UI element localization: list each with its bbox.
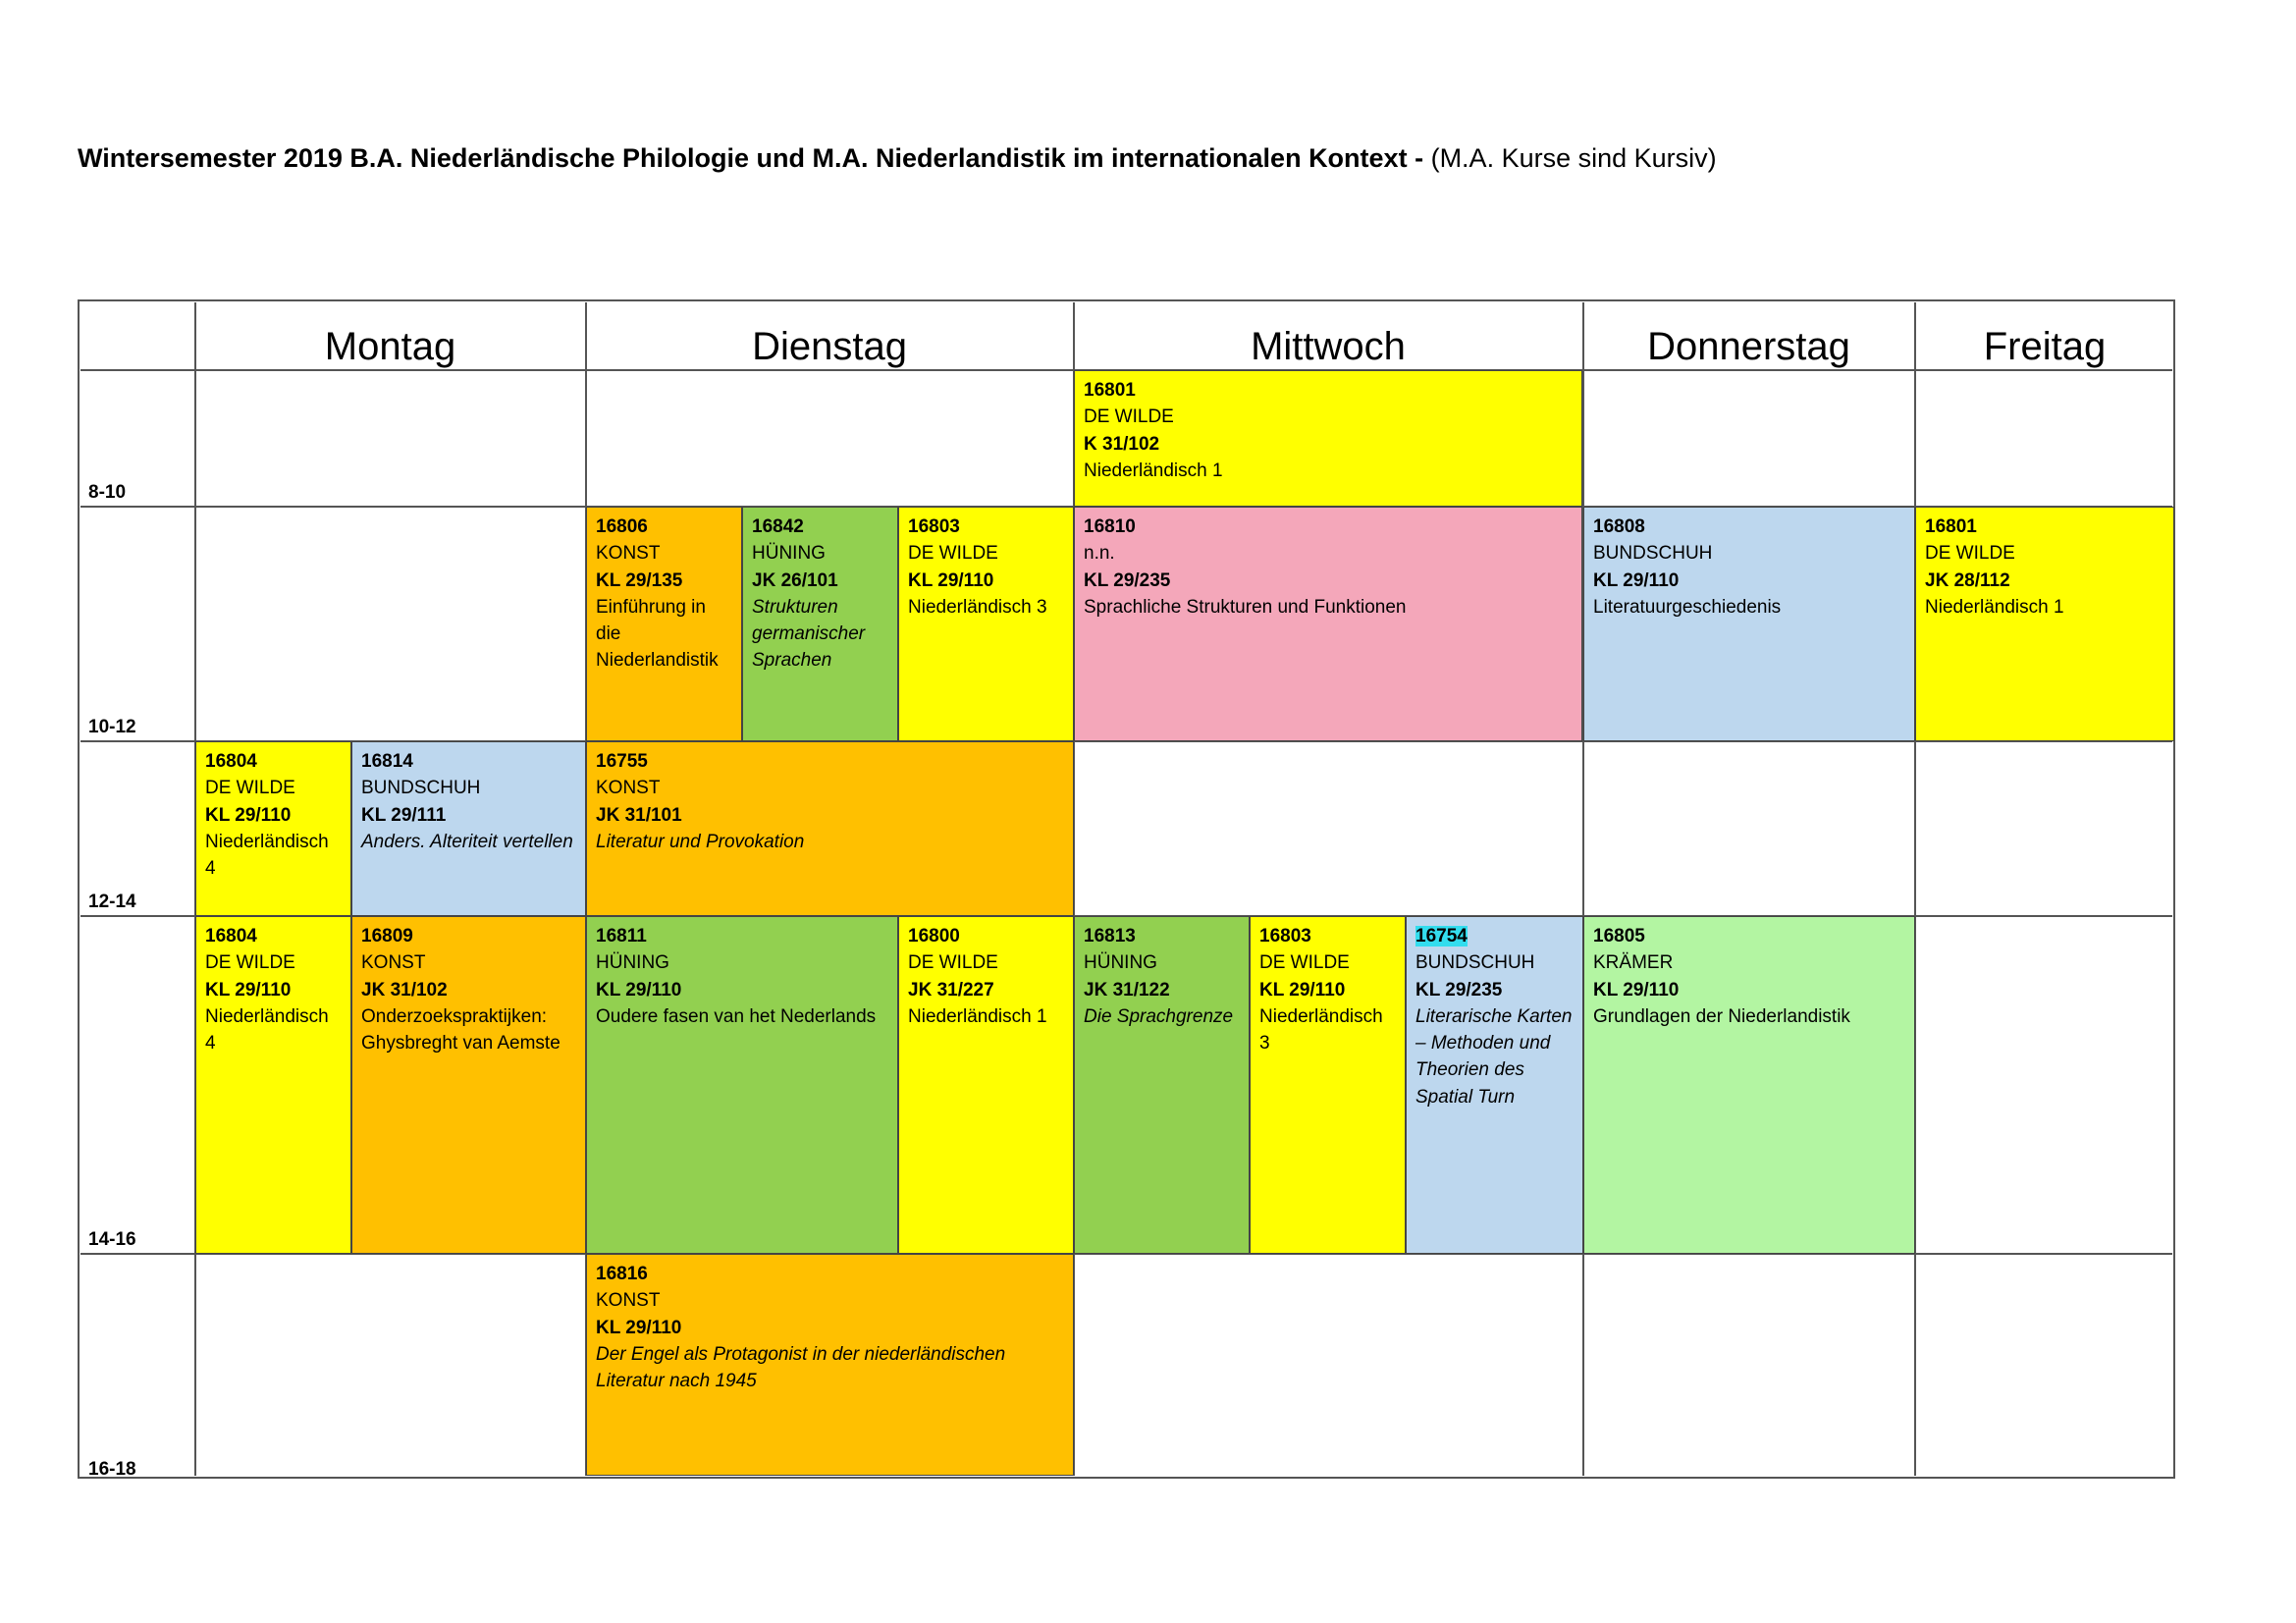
course-title: Niederländisch 1 xyxy=(1925,596,2064,618)
course-number: 16803 xyxy=(1259,926,1311,947)
course-lecturer: DE WILDE xyxy=(205,778,295,799)
course-number: 16801 xyxy=(1925,516,1977,537)
time-slot-label: 8-10 xyxy=(88,482,127,503)
course-block xyxy=(1583,916,1915,1254)
course-room: KL 29/235 xyxy=(1084,569,1171,591)
course-number: 16755 xyxy=(596,751,648,772)
course-room: JK 31/102 xyxy=(361,979,448,1001)
course-room: JK 28/112 xyxy=(1925,569,2010,591)
course-room: KL 29/235 xyxy=(1415,979,1503,1001)
course-number: 16809 xyxy=(361,926,413,947)
course-number: 16801 xyxy=(1084,380,1136,401)
course-block xyxy=(898,916,1074,1254)
day-header-mittwoch: Mittwoch xyxy=(1251,325,1406,368)
course-room: KL 29/110 xyxy=(205,804,292,826)
title-main: Wintersemester 2019 B.A. Niederländische Philologie und M.A. Niederlandistik im internationalen Kontext - xyxy=(78,143,1424,173)
course-title: Niederländisch 4 xyxy=(205,1005,329,1055)
course-block xyxy=(586,741,1074,916)
course-room: KL 29/110 xyxy=(1593,569,1680,591)
course-room: KL 29/110 xyxy=(205,979,292,1001)
course-number: 16804 xyxy=(205,751,257,772)
course-number: 16754 xyxy=(1415,926,1468,947)
page-title xyxy=(78,143,1717,174)
course-title: Literatuurgeschiedenis xyxy=(1593,596,1782,618)
course-number: 16811 xyxy=(596,926,647,947)
course-block xyxy=(1074,507,1582,741)
day-header-dienstag: Dienstag xyxy=(752,325,907,368)
course-block xyxy=(1915,507,2174,741)
course-title: Grundlagen der Niederlandistik xyxy=(1593,1005,1850,1027)
course-block xyxy=(586,916,898,1254)
course-number: 16805 xyxy=(1593,926,1645,947)
course-room: KL 29/110 xyxy=(1593,979,1680,1001)
course-title: Sprachliche Strukturen und Funktionen xyxy=(1084,596,1407,618)
course-block xyxy=(195,916,351,1254)
course-lecturer: DE WILDE xyxy=(205,952,295,974)
course-title: Niederländisch 4 xyxy=(205,831,329,880)
course-block xyxy=(1074,370,1582,507)
day-header-freitag: Freitag xyxy=(1983,325,2107,368)
course-block xyxy=(1583,507,1915,741)
course-number: 16842 xyxy=(752,516,804,537)
course-title: Die Sprachgrenze xyxy=(1084,1005,1234,1027)
course-room: JK 31/227 xyxy=(908,979,994,1001)
course-title: Der Engel als Protagonist in der niederländischen Literatur nach 1945 xyxy=(596,1343,1006,1392)
course-lecturer: BUNDSCHUH xyxy=(361,778,481,799)
course-room: KL 29/110 xyxy=(596,979,682,1001)
grid-line xyxy=(1582,302,1584,1476)
course-number: 16803 xyxy=(908,516,960,537)
course-block xyxy=(898,507,1074,741)
course-lecturer: KRÄMER xyxy=(1593,952,1674,974)
course-block xyxy=(1250,916,1406,1254)
time-slot-label: 16-18 xyxy=(88,1459,136,1480)
course-room: KL 29/111 xyxy=(361,804,447,826)
course-number: 16813 xyxy=(1084,926,1136,947)
course-lecturer: DE WILDE xyxy=(908,952,998,974)
course-block xyxy=(586,1254,1074,1476)
course-title: Niederländisch 1 xyxy=(908,1005,1047,1027)
course-room: JK 31/122 xyxy=(1084,979,1170,1001)
course-number: 16806 xyxy=(596,516,648,537)
course-title: Einführung in die Niederlandistik xyxy=(596,596,719,672)
course-number: 16814 xyxy=(361,751,413,772)
course-room: KL 29/110 xyxy=(596,1317,682,1338)
course-room: JK 26/101 xyxy=(752,569,838,591)
course-lecturer: BUNDSCHUH xyxy=(1415,952,1535,974)
course-room: K 31/102 xyxy=(1084,433,1160,455)
course-number: 16804 xyxy=(205,926,257,947)
course-lecturer: KONST xyxy=(596,1290,661,1312)
course-title: Literarische Karten – Methoden und Theorien des Spatial Turn xyxy=(1415,1005,1573,1108)
course-title: Literatur und Provokation xyxy=(596,831,805,852)
course-block xyxy=(1406,916,1583,1254)
course-title: Oudere fasen van het Nederlands xyxy=(596,1005,877,1027)
course-title: Niederländisch 3 xyxy=(1259,1005,1383,1055)
course-lecturer: KONST xyxy=(361,952,426,974)
course-block xyxy=(351,916,586,1254)
course-lecturer: HÜNING xyxy=(752,543,826,565)
course-room: KL 29/135 xyxy=(596,569,683,591)
course-title: Strukturen germanischer Sprachen xyxy=(752,596,866,672)
course-block xyxy=(586,507,742,741)
course-room: JK 31/101 xyxy=(596,804,682,826)
course-lecturer: KONST xyxy=(596,778,661,799)
course-number: 16816 xyxy=(596,1264,648,1284)
course-title: Niederländisch 1 xyxy=(1084,460,1223,481)
course-title: Anders. Alteriteit vertellen xyxy=(361,831,573,852)
course-block xyxy=(742,507,898,741)
course-title: Niederländisch 3 xyxy=(908,596,1047,618)
course-block xyxy=(195,741,351,916)
course-lecturer: DE WILDE xyxy=(1084,406,1174,428)
time-slot-label: 14-16 xyxy=(88,1229,136,1250)
course-lecturer: BUNDSCHUH xyxy=(1593,543,1713,565)
course-lecturer: DE WILDE xyxy=(1925,543,2015,565)
day-header-donnerstag: Donnerstag xyxy=(1647,325,1850,368)
course-block xyxy=(1074,916,1250,1254)
course-lecturer: DE WILDE xyxy=(1259,952,1350,974)
course-number: 16800 xyxy=(908,926,960,947)
course-block xyxy=(351,741,586,916)
course-room: KL 29/110 xyxy=(1259,979,1346,1001)
course-lecturer: DE WILDE xyxy=(908,543,998,565)
course-number: 16810 xyxy=(1084,516,1136,537)
grid-line xyxy=(1914,302,1916,1476)
course-lecturer: KONST xyxy=(596,543,661,565)
course-title: Onderzoekspraktijken: Ghysbreght van Aemste xyxy=(361,1005,561,1055)
time-slot-label: 10-12 xyxy=(88,717,136,737)
course-lecturer: HÜNING xyxy=(1084,952,1157,974)
day-header-montag: Montag xyxy=(324,325,456,368)
title-note: (M.A. Kurse sind Kursiv) xyxy=(1430,143,1717,173)
course-lecturer: n.n. xyxy=(1084,543,1115,565)
time-slot-label: 12-14 xyxy=(88,892,136,912)
course-number: 16808 xyxy=(1593,516,1645,537)
course-room: KL 29/110 xyxy=(908,569,994,591)
course-lecturer: HÜNING xyxy=(596,952,669,974)
